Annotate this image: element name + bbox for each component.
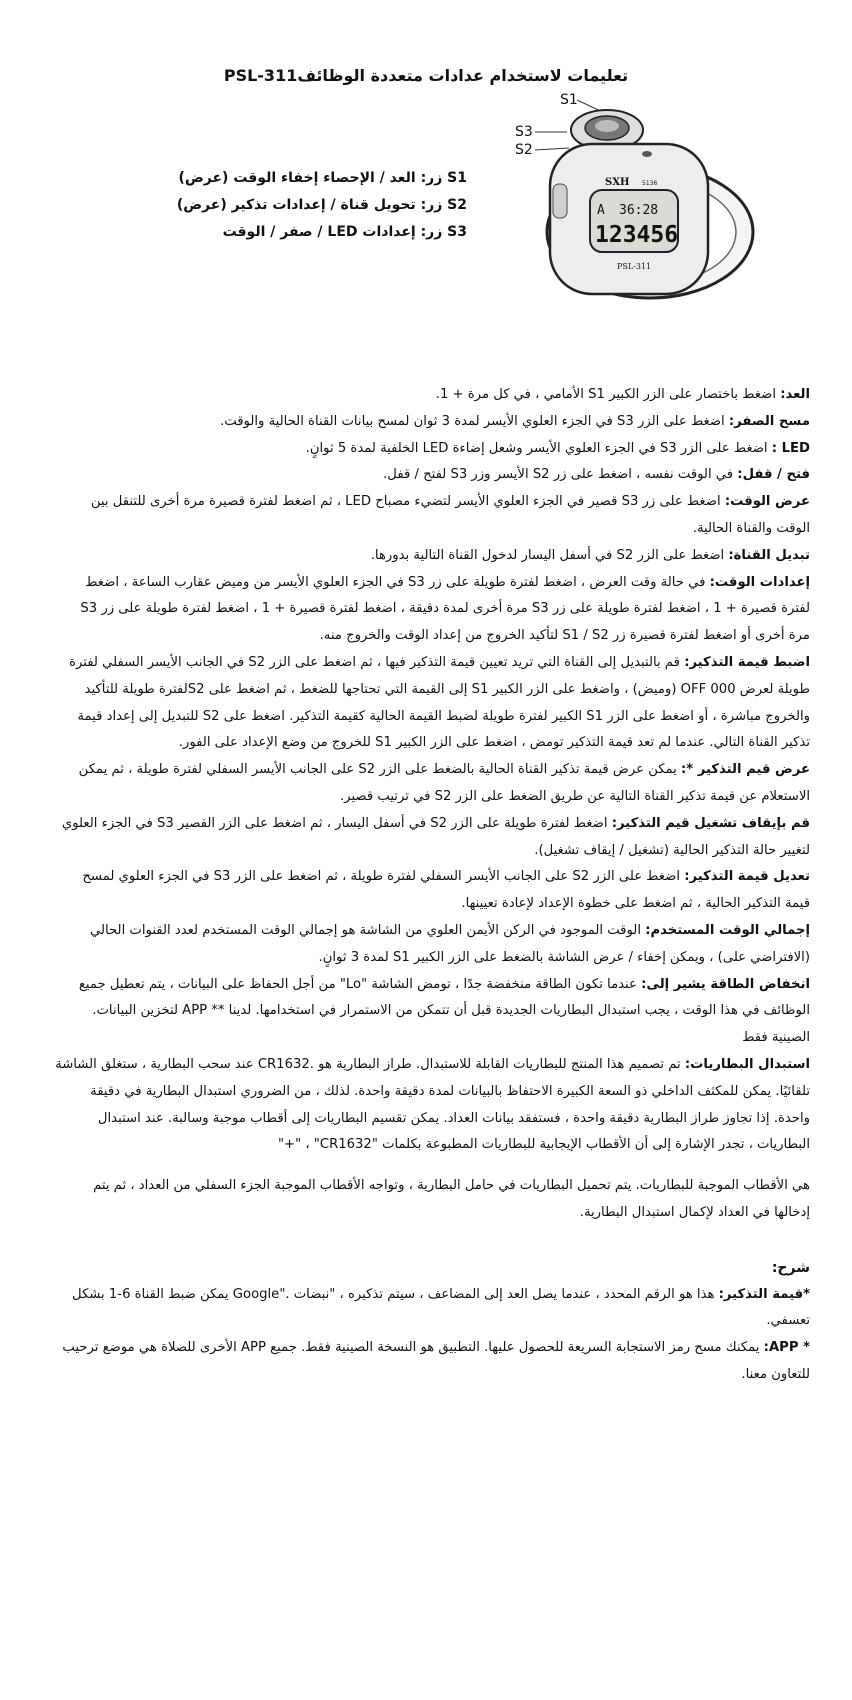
section-low-power xyxy=(55,972,810,1052)
section-label: انخفاض الطاقة يشير إلى: xyxy=(641,976,810,992)
note-reminder-value xyxy=(55,1282,810,1336)
section-text: اضغط على الزر S3 في الجزء العلوي الأيسر وشعل إضاءة LED الخلفية لمدة 5 ثوانٍ. xyxy=(305,440,772,456)
section-text: اضغط على الزر S3 في الجزء العلوي الأيسر لمدة 3 ثوان لمسح بيانات القناة الحالية والوقت. xyxy=(220,413,729,429)
section-text: قم بالتبديل إلى القناة التي تريد تعيين قيمة التذكير فيها ، ثم اضغط على الزر S2 في الجانب الأيسر السفلي لفترة طويلة لعرض OFF 000 (وميض) ، واضغط على الزر الكبير S1 إلى القيمة التي تحتاجها للضغط ، ثم اضغط على S2لفترة طويلة للتأكيد والخروج مباشرة ، أو اضغط على الزر S1 الكبير لفترة طويلة لضبط القيمة الحالية كقيمة التذكير. اضغط على S2 للتبديل إلى إعداد قيمة تذكير القناة التالي. عندما لم تعد قيمة التذكير تومض ، اضغط على الزر الكبير S1 للخروج من وضع الإعداد على الفور. xyxy=(69,654,810,751)
section-battery-replace xyxy=(55,1052,810,1159)
section-count xyxy=(55,382,810,409)
document-title: PSL-311تعليمات لاستخدام عدادات متعددة الوظائف xyxy=(223,66,629,85)
note-text: يمكنك مسح رمز الاستجابة السريعة للحصول عليها. التطبيق هو النسخة الصينية فقط. جميع APP الأخرى للصلاة هي موضع ترحيب للتعاون معنا. xyxy=(62,1340,810,1382)
section-label: العد: xyxy=(780,387,810,402)
model-label: PSL-311 xyxy=(617,262,652,271)
spacer xyxy=(55,1159,810,1173)
note-label: * APP: xyxy=(763,1340,810,1356)
section-text: اضغط على الزر S2 على الجانب الأيسر السفلي لفترة طويلة ، ثم اضغط على الزر S3 في الجزء العلوي لمسح قيمة التذكير الحالية ، ثم اضغط على خطوة الإعداد لإعادة تعيينها. xyxy=(82,869,810,912)
section-text: تم تصميم هذا المنتج للبطاريات القابلة للاستبدال. طراز البطارية هو .CR1632 عند سحب البطارية ، ستغلق الشاشة تلقائيًا. يمكن للمكثف الداخلي ذو السعة الكبيرة الاحتفاظ بالبيانات لمدة دقيقة واحدة. لذلك ، من الضروري استبدال البطارية في دقيقة واحدة. إذا تجاوز طراز البطارية دقيقة واحدة ، فستفقد بيانات العداد. يمكن تقسيم البطاريات إلى أقطاب موجبة وسالبة. عند استبدال البطاريات ، تجدر الإشارة إلى أن الأقطاب الإيجابية للبطاريات المطبوعة بكلمات "CR1632" ، "+" xyxy=(55,1056,810,1153)
button-legend xyxy=(137,165,467,246)
section-total-time xyxy=(55,918,810,972)
section-text: عندما تكون الطاقة منخفضة جدًا ، تومض الشاشة "Lo" من أجل الحفاظ على البيانات ، يتم تعطيل جميع الوظائف في هذا الوقت ، يجب استبدال البطاريات الجديدة قبل أن تتمكن من الاستمرار في استخدامها. لدينا ** APP لتخزين البيانات. الصينية فقط xyxy=(78,976,810,1046)
section-text: اضغط على زر S3 قصير في الجزء العلوي الأيسر لتضيء مصباح LED ، ثم اضغط لفترة قصيرة مرة أخرى للتنقل بين الوقت والقناة الحالية. xyxy=(90,494,810,536)
section-label: تعديل قيمة التذكير: xyxy=(684,869,810,885)
spacer xyxy=(55,1227,810,1255)
section-label: اضبط قيمة التذكير: xyxy=(684,654,810,670)
instructions-body xyxy=(55,382,810,1389)
section-reset xyxy=(55,409,810,436)
section-label: إعدادات الوقت: xyxy=(709,574,810,590)
section-text: اضغط على الزر S2 في أسفل اليسار لدخول القناة التالية بدورها. xyxy=(370,547,729,563)
section-text: يمكن عرض قيمة تذكير القناة الحالية بالضغط على الزر S2 على الجانب الأيسر السفلي لفترة طويلة ، ثم يمكن الاستعلام عن قيمة تذكير القناة التالية عن طريق الضغط على الزر S2 في ترتيب قصير. xyxy=(78,762,810,804)
section-label: قم بإيقاف تشغيل قيم التذكير: xyxy=(611,815,810,831)
section-label: إجمالي الوقت المستخدم: xyxy=(645,922,810,938)
callout-s1: S1 xyxy=(560,92,578,108)
section-label: عرض الوقت: xyxy=(724,494,810,510)
section-time-display xyxy=(55,489,810,543)
section-label: استبدال البطاريات: xyxy=(684,1056,810,1072)
section-view-reminders xyxy=(55,757,810,811)
section-label: تبديل القناة: xyxy=(728,547,810,563)
section-led xyxy=(55,436,810,463)
section-set-reminder xyxy=(55,650,810,757)
section-label: عرض قيم التذكير *: xyxy=(681,762,810,778)
brand-sub: 5136 xyxy=(642,180,658,187)
section-label: LED : xyxy=(771,440,810,456)
note-label: *قيمة التذكير: xyxy=(718,1286,810,1302)
callout-s3: S3 xyxy=(515,124,533,140)
section-text: اضغط باختصار على الزر الكبير S1 الأمامي ، في كل مرة + 1. xyxy=(435,387,781,402)
button-legend-s3: S3 زر: إعدادات LED / صفر / الوقت xyxy=(222,224,467,240)
lcd-time: 36:28 xyxy=(619,203,659,218)
section-text: في حالة وقت العرض ، اضغط لفترة طويلة على زر S3 في الجزء العلوي الأيسر من وميض عقارب الساعة ، اضغط لفترة قصيرة + 1 ، اضغط لفترة طويلة على زر S3 مرة أخرى لمدة دقيقة ، اضغط لفترة قصيرة + 1 ، اضغط لفترة طويلة على زر S3 مرة أخرى أو اضغط لفترة قصيرة زر S1 / S2 لتأكيد الخروج من إعداد الوقت والخروج منه. xyxy=(80,574,810,644)
button-legend-s1: S1 زر: العد / الإحصاء إخفاء الوقت (عرض) xyxy=(178,170,467,186)
callout-s2: S2 xyxy=(515,142,533,158)
battery-continuation: هي الأقطاب الموجبة للبطاريات. يتم تحميل البطاريات في حامل البطارية ، وتواجه الأقطاب الموجبة الجزء السفلي من العداد ، ثم يتم إدخالها في العداد لإكمال استبدال البطارية. xyxy=(93,1178,810,1220)
tally-counter-illustration xyxy=(515,92,785,297)
section-lock xyxy=(55,462,810,489)
lcd-count: 123456 xyxy=(595,222,679,248)
section-edit-reminder xyxy=(55,864,810,918)
note-text: هذا هو الرقم المحدد ، عندما يصل العد إلى المضاعف ، سيتم تذكيره ، "نبضات ."Google يمكن ضبط القناة 6-1 بشكل تعسفي. xyxy=(72,1286,810,1329)
section-label: فتح / قفل: xyxy=(737,467,810,483)
section-time-settings xyxy=(55,570,810,650)
lcd-mode: A xyxy=(597,203,605,218)
section-text: اضغط لفترة طويلة على الزر S2 في أسفل اليسار ، ثم اضغط على الزر القصير S3 في الجزء العلوي لتغيير حالة التذكير الحالية (تشغيل / إيقاف تشغيل). xyxy=(61,815,810,858)
section-label: مسح الصفر: xyxy=(728,413,810,429)
notes-title: شرح: xyxy=(771,1259,810,1276)
section-channel-switch xyxy=(55,543,810,570)
section-disable-reminders xyxy=(55,811,810,865)
section-text: في الوقت نفسه ، اضغط على زر S2 الأيسر وزر S3 لفتح / قفل. xyxy=(383,467,738,483)
note-app xyxy=(55,1335,810,1389)
section-text: الوقت الموجود في الركن الأيمن العلوي من الشاشة هو إجمالي الوقت المستخدم لعدد القنوات الحالي (الافتراضي على) ، ويمكن إخفاء / عرض الشاشة بالضغط على الزر الكبير S1 لمدة 3 ثوانٍ. xyxy=(90,922,810,965)
button-legend-s2: S2 زر: تحويل قناة / إعدادات تذكير (عرض) xyxy=(176,197,467,213)
brand-label: SXH xyxy=(605,177,630,188)
